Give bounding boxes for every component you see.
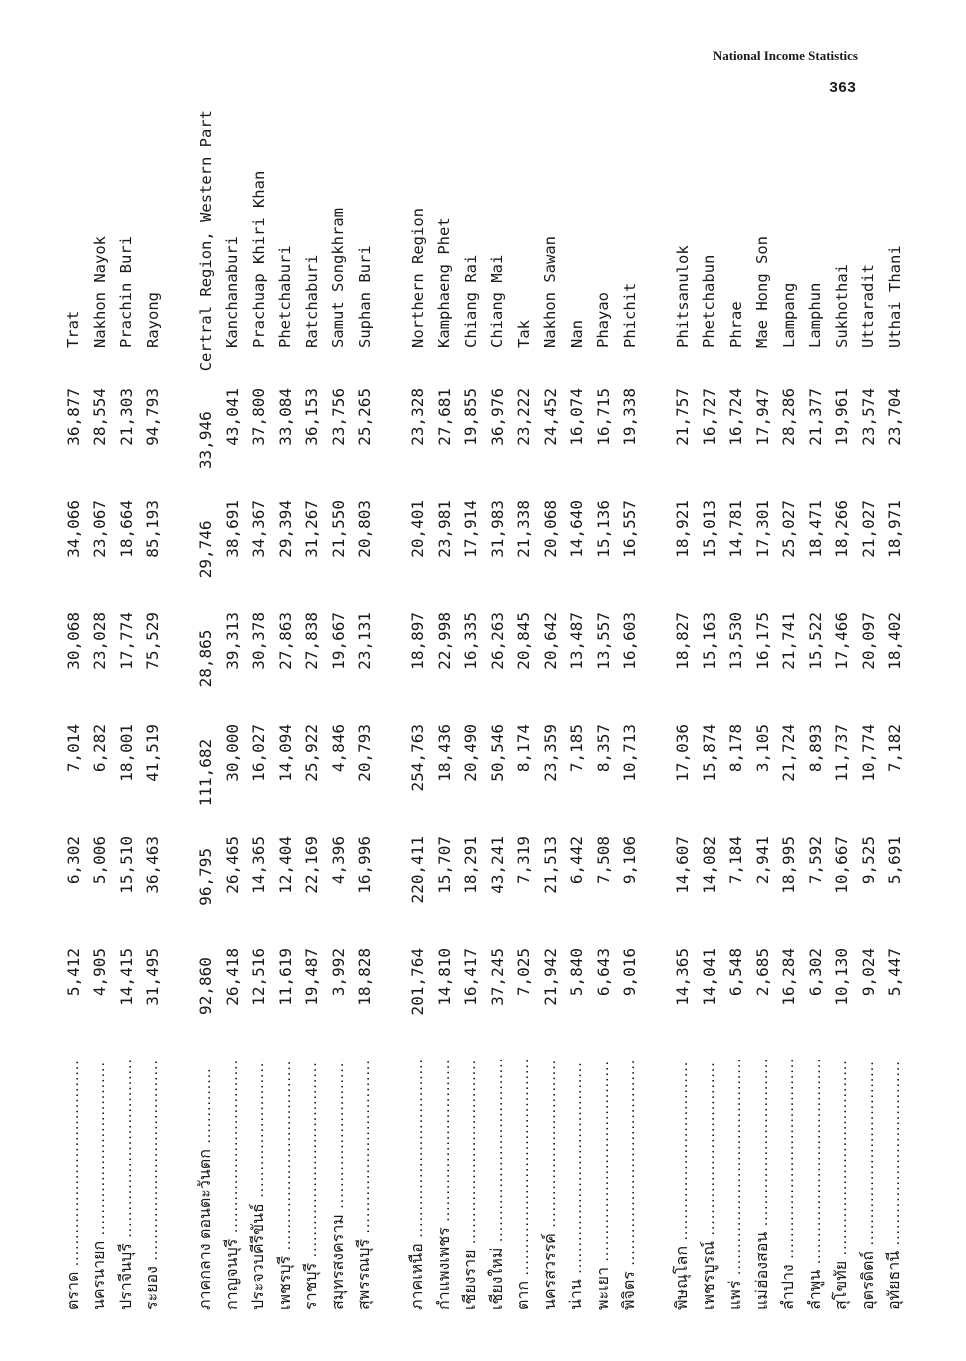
province-thai-name: ประจวบคีรีขันธ์ ..... (246, 1060, 271, 1310)
province-english-name: Lampang (779, 282, 798, 348)
value-cell: 15,136 (593, 500, 613, 558)
value-cell: 14,041 (699, 948, 719, 1006)
value-cell: 18,471 (805, 500, 825, 558)
value-cell: 21,377 (805, 388, 825, 446)
value-cell: 34,367 (249, 500, 269, 558)
value-cell: 26,418 (222, 948, 242, 1006)
value-cell: 18,291 (461, 836, 481, 894)
value-cell: 14,082 (699, 836, 719, 894)
value-cell: 15,874 (699, 724, 719, 782)
value-cell: 18,971 (885, 500, 905, 558)
value-cell: 17,036 (673, 724, 693, 782)
table-row (882, 110, 909, 1310)
province-thai-name: เชียงราย ..... (458, 1060, 483, 1310)
value-cell: 16,175 (752, 612, 772, 670)
province-thai-name: น่าน ..... (564, 1060, 589, 1310)
province-english-name: Sukhothai (832, 264, 851, 348)
value-cell: 16,074 (567, 388, 587, 446)
province-english-name: Phichit (620, 282, 639, 348)
table-row (325, 110, 352, 1310)
value-cell: 6,442 (567, 836, 587, 885)
province-thai-name: ตราด ..... (61, 1060, 86, 1310)
value-cell: 6,302 (805, 948, 825, 997)
table-row (299, 110, 326, 1310)
value-cell: 7,025 (514, 948, 534, 997)
value-cell: 17,774 (116, 612, 136, 670)
value-cell: 23,222 (514, 388, 534, 446)
value-cell: 18,001 (116, 724, 136, 782)
value-cell: 16,724 (726, 388, 746, 446)
value-cell: 8,893 (805, 724, 825, 773)
value-cell: 23,028 (90, 612, 110, 670)
value-cell: 18,828 (355, 948, 375, 1006)
value-cell: 9,016 (620, 948, 640, 997)
value-cell: 27,863 (275, 612, 295, 670)
value-cell: 23,328 (408, 388, 428, 446)
province-english-name: Phetchaburi (276, 245, 295, 348)
value-cell: 14,415 (116, 948, 136, 1006)
value-cell: 23,756 (328, 388, 348, 446)
table-row (564, 110, 591, 1310)
province-english-name: Mae Hong Son (753, 236, 772, 348)
value-cell: 16,557 (620, 500, 640, 558)
value-cell: 5,840 (567, 948, 587, 997)
table-row (511, 110, 538, 1310)
value-cell: 21,550 (328, 500, 348, 558)
province-thai-name: สุพรรณบุรี ..... (352, 1060, 377, 1310)
value-cell: 16,727 (699, 388, 719, 446)
value-cell: 18,436 (434, 724, 454, 782)
table-row (670, 110, 697, 1310)
table-row (537, 110, 564, 1310)
province-english-name: Rayong (143, 292, 162, 348)
table-row (87, 110, 114, 1310)
value-cell: 5,006 (90, 836, 110, 885)
province-thai-name: ภาคกลาง ตอนตะวันตก ..... (193, 1066, 218, 1310)
value-cell: 17,301 (752, 500, 772, 558)
value-cell: 18,995 (779, 836, 799, 894)
province-thai-name: ระยอง ..... (140, 1060, 165, 1310)
value-cell: 43,241 (487, 836, 507, 894)
value-cell: 16,715 (593, 388, 613, 446)
value-cell: 22,998 (434, 612, 454, 670)
province-english-name: Suphan Buri (355, 245, 374, 348)
table-row (590, 110, 617, 1310)
value-cell: 6,643 (593, 948, 613, 997)
value-cell: 31,983 (487, 500, 507, 558)
value-cell: 92,860 (196, 957, 216, 1015)
value-cell: 19,961 (832, 388, 852, 446)
province-thai-name: ลำพูน ..... (803, 1060, 828, 1310)
province-english-name: Certral Region, Western Part (196, 109, 215, 372)
value-cell: 26,263 (487, 612, 507, 670)
table-row (696, 110, 723, 1310)
value-cell: 39,313 (222, 612, 242, 670)
value-cell: 10,774 (858, 724, 878, 782)
value-cell: 21,027 (858, 500, 878, 558)
value-cell: 14,365 (249, 836, 269, 894)
provincial-income-table (60, 109, 905, 1310)
value-cell: 10,667 (832, 836, 852, 894)
value-cell: 9,024 (858, 948, 878, 997)
province-english-name: Phetchabun (700, 254, 719, 348)
value-cell: 85,193 (143, 500, 163, 558)
province-english-name: Samut Songkhram (329, 208, 348, 348)
value-cell: 21,338 (514, 500, 534, 558)
value-cell: 34,066 (63, 500, 83, 558)
value-cell: 25,922 (302, 724, 322, 782)
province-thai-name: นครสวรรค์ ..... (538, 1060, 563, 1310)
value-cell: 8,174 (514, 724, 534, 773)
value-cell: 21,741 (779, 612, 799, 670)
value-cell: 36,463 (143, 836, 163, 894)
value-cell: 11,619 (275, 948, 295, 1006)
province-thai-name: แพร่ ..... (723, 1060, 748, 1310)
value-cell: 23,981 (434, 500, 454, 558)
province-thai-name: เพชรบุรี ..... (273, 1060, 298, 1310)
province-english-name: Nakhon Sawan (541, 236, 560, 348)
value-cell: 16,027 (249, 724, 269, 782)
value-cell: 24,452 (540, 388, 560, 446)
value-cell: 201,764 (408, 948, 428, 1016)
value-cell: 21,303 (116, 388, 136, 446)
table-row (802, 110, 829, 1310)
value-cell: 6,548 (726, 948, 746, 997)
value-cell: 9,525 (858, 836, 878, 885)
value-cell: 23,131 (355, 612, 375, 670)
value-cell: 15,522 (805, 612, 825, 670)
value-cell: 96,795 (196, 847, 216, 906)
value-cell: 18,402 (885, 612, 905, 670)
value-cell: 111,682 (196, 738, 216, 807)
value-cell: 8,357 (593, 724, 613, 773)
value-cell: 36,976 (487, 388, 507, 446)
value-cell: 20,401 (408, 500, 428, 558)
table-row (60, 110, 87, 1310)
value-cell: 7,182 (885, 724, 905, 773)
province-english-name: Lamphun (806, 282, 825, 348)
province-thai-name: พิษณุโลก ..... (670, 1060, 695, 1310)
province-english-name: Phayao (594, 292, 613, 348)
value-cell: 36,877 (63, 388, 83, 446)
value-cell: 5,412 (63, 948, 83, 997)
value-cell: 28,554 (90, 388, 110, 446)
value-cell: 7,014 (63, 724, 83, 773)
province-english-name: Tak (514, 320, 533, 348)
value-cell: 14,365 (673, 948, 693, 1006)
province-english-name: Northern Region (408, 208, 427, 348)
value-cell: 16,996 (355, 836, 375, 894)
province-english-name: Prachin Buri (117, 236, 136, 348)
value-cell: 33,946 (196, 411, 216, 470)
value-cell: 10,130 (832, 948, 852, 1006)
value-cell: 28,286 (779, 388, 799, 446)
province-english-name: Prachuap Khiri Khan (249, 170, 268, 348)
table-row (458, 110, 485, 1310)
province-english-name: Chiang Rai (461, 254, 480, 348)
value-cell: 254,763 (408, 724, 428, 792)
value-cell: 13,557 (593, 612, 613, 670)
province-thai-name: พะเยา ..... (591, 1060, 616, 1310)
table-row (723, 110, 750, 1310)
table-row (272, 110, 299, 1310)
province-thai-name: ลำปาง ..... (776, 1060, 801, 1310)
value-cell: 5,691 (885, 836, 905, 885)
value-cell: 16,335 (461, 612, 481, 670)
value-cell: 8,178 (726, 724, 746, 773)
table-row (749, 110, 776, 1310)
value-cell: 15,707 (434, 836, 454, 894)
value-cell: 2,941 (752, 836, 772, 885)
value-cell: 4,846 (328, 724, 348, 773)
page-number: 363 (828, 80, 856, 97)
value-cell: 20,803 (355, 500, 375, 558)
value-cell: 18,897 (408, 612, 428, 670)
value-cell: 16,603 (620, 612, 640, 670)
value-cell: 14,640 (567, 500, 587, 558)
value-cell: 21,724 (779, 724, 799, 782)
value-cell: 14,094 (275, 724, 295, 782)
province-english-name: Kanchanaburi (223, 236, 242, 348)
province-thai-name: อุตรดิตถ์ ..... (856, 1060, 881, 1310)
value-cell: 7,508 (593, 836, 613, 885)
value-cell: 20,068 (540, 500, 560, 558)
province-english-name: Kamphaeng Phet (435, 217, 454, 348)
province-thai-name: ราชบุรี ..... (299, 1060, 324, 1310)
value-cell: 15,013 (699, 500, 719, 558)
province-thai-name: สมุทรสงคราม ..... (326, 1060, 351, 1310)
province-english-name: Trat (64, 310, 83, 348)
table-row (246, 110, 273, 1310)
value-cell: 7,319 (514, 836, 534, 885)
value-cell: 18,921 (673, 500, 693, 558)
table-row (140, 110, 167, 1310)
province-thai-name: กาญจนบุรี ..... (220, 1060, 245, 1310)
table-row (219, 110, 246, 1310)
province-english-name: Uthai Thani (885, 245, 904, 348)
value-cell: 18,664 (116, 500, 136, 558)
province-english-name: Nakhon Nayok (90, 236, 109, 348)
value-cell: 12,404 (275, 836, 295, 894)
value-cell: 21,513 (540, 836, 560, 894)
province-thai-name: ตาก ..... (511, 1060, 536, 1310)
value-cell: 15,163 (699, 612, 719, 670)
value-cell: 36,153 (302, 388, 322, 446)
province-english-name: Nan (567, 320, 586, 348)
province-thai-name: พิจิตร ..... (617, 1060, 642, 1310)
value-cell: 19,667 (328, 612, 348, 670)
value-cell: 17,914 (461, 500, 481, 558)
value-cell: 3,105 (752, 724, 772, 773)
value-cell: 20,490 (461, 724, 481, 782)
value-cell: 29,746 (196, 520, 216, 579)
value-cell: 20,097 (858, 612, 878, 670)
value-cell: 13,487 (567, 612, 587, 670)
province-english-name: Phrae (726, 301, 745, 348)
value-cell: 3,992 (328, 948, 348, 997)
value-cell: 21,757 (673, 388, 693, 446)
value-cell: 5,447 (885, 948, 905, 997)
value-cell: 2,685 (752, 948, 772, 997)
value-cell: 14,810 (434, 948, 454, 1006)
value-cell: 12,516 (249, 948, 269, 1006)
value-cell: 21,942 (540, 948, 560, 1006)
value-cell: 18,827 (673, 612, 693, 670)
table-row (193, 110, 220, 1310)
value-cell: 9,106 (620, 836, 640, 885)
province-thai-name: ภาคเหนือ ..... (405, 1060, 430, 1310)
value-cell: 94,793 (143, 388, 163, 446)
value-cell: 20,793 (355, 724, 375, 782)
province-thai-name: นครนายก ..... (87, 1060, 112, 1310)
value-cell: 25,027 (779, 500, 799, 558)
table-row (855, 110, 882, 1310)
value-cell: 16,417 (461, 948, 481, 1006)
value-cell: 31,267 (302, 500, 322, 558)
province-english-name: Ratchaburi (302, 254, 321, 348)
value-cell: 30,378 (249, 612, 269, 670)
value-cell: 14,781 (726, 500, 746, 558)
value-cell: 19,338 (620, 388, 640, 446)
value-cell: 30,000 (222, 724, 242, 782)
province-thai-name: ปราจีนบุรี ..... (114, 1060, 139, 1310)
table-row (405, 110, 432, 1310)
value-cell: 25,265 (355, 388, 375, 446)
value-cell: 4,396 (328, 836, 348, 885)
value-cell: 11,737 (832, 724, 852, 782)
value-cell: 6,302 (63, 836, 83, 885)
table-row (484, 110, 511, 1310)
table-row (829, 110, 856, 1310)
province-english-name: Uttaradit (859, 264, 878, 348)
value-cell: 38,691 (222, 500, 242, 558)
province-english-name: Chiang Mai (488, 254, 507, 348)
value-cell: 20,642 (540, 612, 560, 670)
table-row (113, 110, 140, 1310)
value-cell: 6,282 (90, 724, 110, 773)
value-cell: 31,495 (143, 948, 163, 1006)
table-row (352, 110, 379, 1310)
value-cell: 10,713 (620, 724, 640, 782)
value-cell: 4,905 (90, 948, 110, 997)
value-cell: 29,394 (275, 500, 295, 558)
value-cell: 22,169 (302, 836, 322, 894)
value-cell: 13,530 (726, 612, 746, 670)
value-cell: 17,466 (832, 612, 852, 670)
value-cell: 37,245 (487, 948, 507, 1006)
value-cell: 26,465 (222, 836, 242, 894)
table-row (617, 110, 644, 1310)
value-cell: 17,947 (752, 388, 772, 446)
value-cell: 14,607 (673, 836, 693, 894)
value-cell: 23,359 (540, 724, 560, 782)
province-thai-name: เพชรบูรณ์ ..... (697, 1060, 722, 1310)
value-cell: 19,487 (302, 948, 322, 1006)
value-cell: 220,411 (408, 836, 428, 904)
value-cell: 75,529 (143, 612, 163, 670)
value-cell: 7,185 (567, 724, 587, 773)
table-row (776, 110, 803, 1310)
value-cell: 37,800 (249, 388, 269, 446)
province-english-name: Phitsanulok (673, 245, 692, 348)
value-cell: 50,546 (487, 724, 507, 782)
value-cell: 23,574 (858, 388, 878, 446)
value-cell: 27,681 (434, 388, 454, 446)
province-thai-name: แม่ฮ่องสอน ..... (750, 1060, 775, 1310)
value-cell: 23,067 (90, 500, 110, 558)
province-thai-name: เชียงใหม่ ..... (485, 1060, 510, 1310)
value-cell: 19,855 (461, 388, 481, 446)
table-row (431, 110, 458, 1310)
province-thai-name: อุทัยธานี ..... (882, 1060, 907, 1310)
running-header-title: National Income Statistics (712, 48, 858, 63)
value-cell: 20,845 (514, 612, 534, 670)
value-cell: 15,510 (116, 836, 136, 894)
value-cell: 7,184 (726, 836, 746, 885)
value-cell: 16,284 (779, 948, 799, 1006)
value-cell: 7,592 (805, 836, 825, 885)
value-cell: 43,041 (222, 388, 242, 446)
province-thai-name: สุโขทัย ..... (829, 1060, 854, 1310)
province-thai-name: กำแพงเพชร ..... (432, 1060, 457, 1310)
value-cell: 18,266 (832, 500, 852, 558)
value-cell: 27,838 (302, 612, 322, 670)
value-cell: 41,519 (143, 724, 163, 782)
value-cell: 23,704 (885, 388, 905, 446)
value-cell: 30,068 (63, 612, 83, 670)
value-cell: 33,084 (275, 388, 295, 446)
value-cell: 28,865 (196, 629, 216, 688)
